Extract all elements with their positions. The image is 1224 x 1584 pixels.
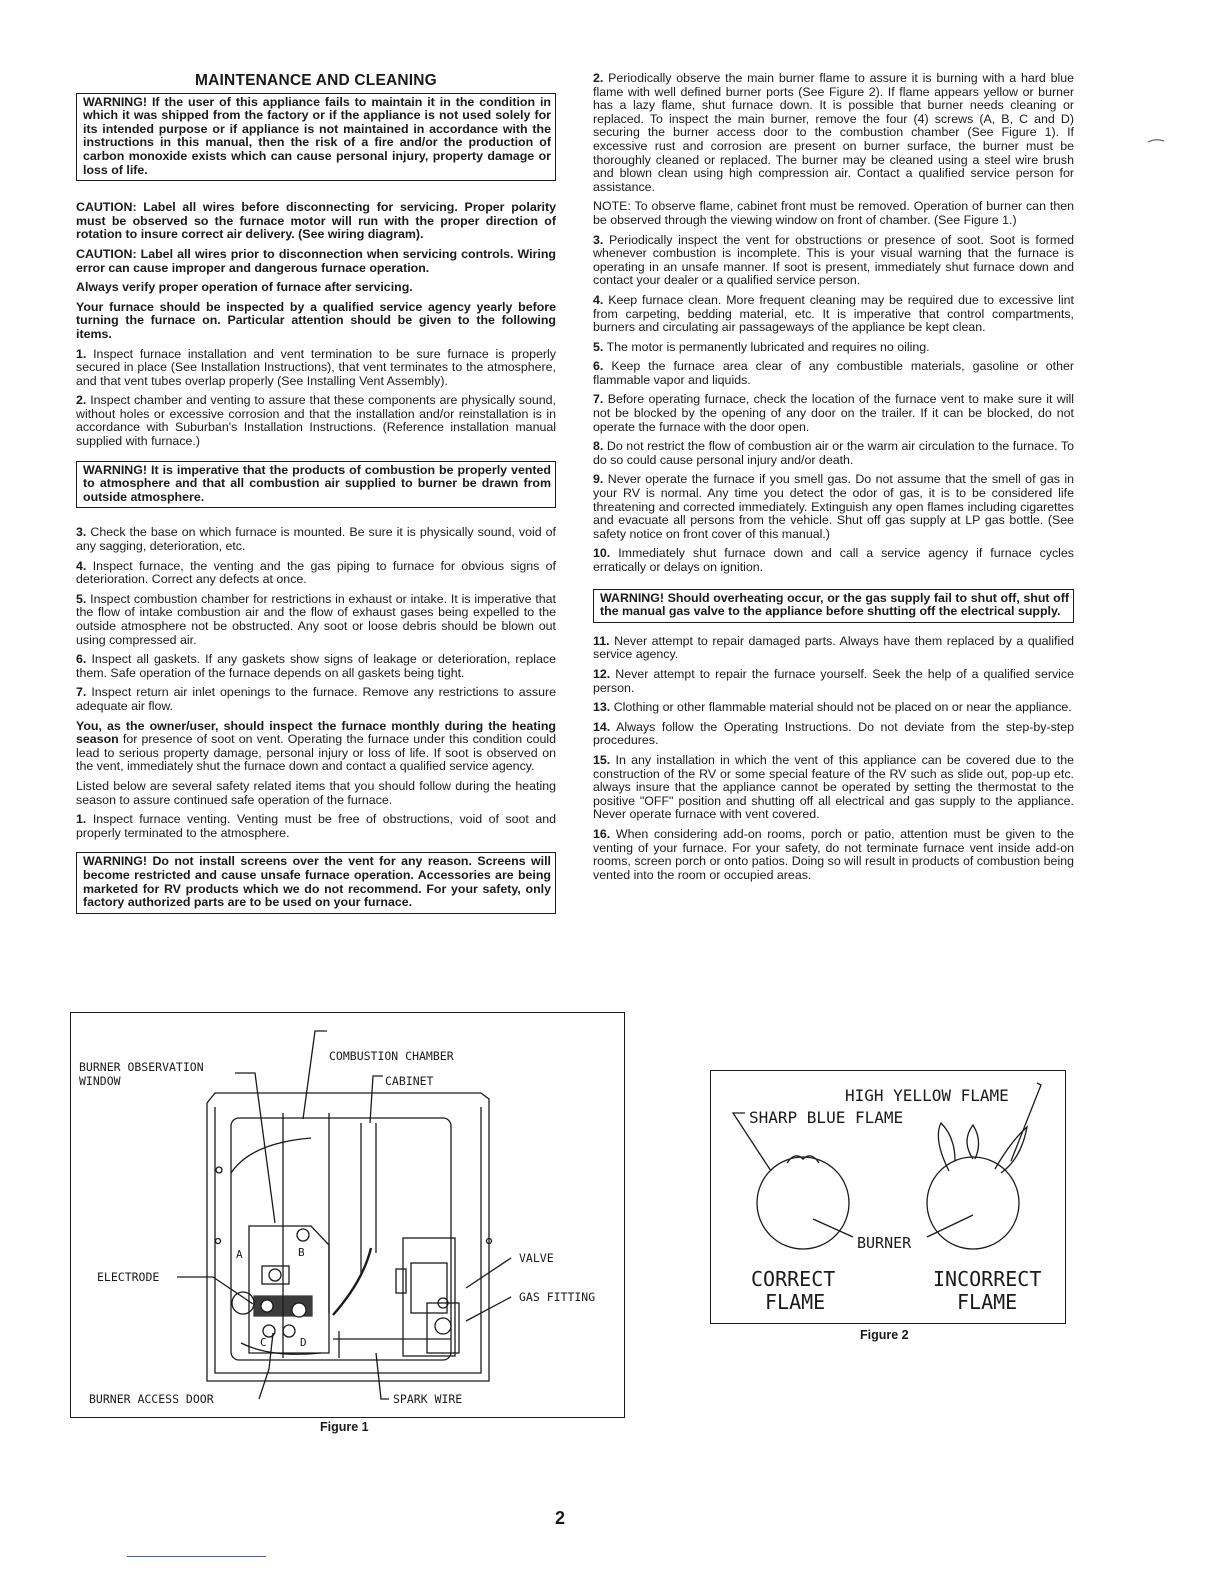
label-high-yellow-flame: HIGH YELLOW FLAME — [845, 1086, 1009, 1105]
list-item: 5. Inspect combustion chamber for restrictions in exhaust or intake. It is imperative that the flow of intake combustion air and the flow of exhaust gases being expelled to the outside atmosphere not be obstructed. Any soot or loose debris should be blown out using compressed air. — [76, 591, 556, 647]
list-item: 3. Check the base on which furnace is mounted. Be sure it is physically sound, void of any sagging, deterioration, etc. — [76, 525, 556, 554]
list-item: 8. Do not restrict the flow of combustion air or the warm air circulation to the furnace. To do so could cause personal injury and/or death. — [593, 439, 1074, 467]
list-item: 5. The motor is permanently lubricated and requires no oiling. — [593, 339, 930, 354]
label-burner: BURNER — [857, 1234, 912, 1252]
verify-operation: Always verify proper operation of furnace after servicing. — [76, 280, 413, 295]
footer-rule — [127, 1556, 266, 1557]
warning-venting: WARNING! It is imperative that the products of combustion be properly vented to atmosphere and that all combustion air supplied to burner be drawn from outside atmosphere. — [76, 461, 556, 509]
page-number: 2 — [555, 1508, 566, 1528]
scan-mark — [1148, 138, 1164, 143]
label-electrode: ELECTRODE — [97, 1270, 160, 1284]
screw-label-b: B — [298, 1246, 305, 1259]
label-spark-wire: SPARK WIRE — [393, 1392, 463, 1406]
list-item: 13. Clothing or other flammable material should not be placed on or near the appliance. — [593, 700, 1072, 715]
list-item: 12. Never attempt to repair the furnace yourself. Seek the help of a qualified service person. — [593, 666, 1074, 695]
label-incorrect: INCORRECT — [933, 1267, 1042, 1291]
screw-label-d: D — [300, 1336, 307, 1349]
list-item: 7. Inspect return air inlet openings to the furnace. Remove any restrictions to assure adequate air flow. — [76, 685, 556, 713]
list-item: 15. In any installation in which the vent of this appliance can be covered due to the construction of the RV or some special feature of the RV such as slide out, pop-up etc. always insure that the appliance cannot be operated by setting the thermostat to the positive "OFF" position and shutting off all electrical and gas supply to the appliance. Never operate furnace with vent covered. — [593, 752, 1074, 822]
note-observe-flame: NOTE: To observe flame, cabinet front must be removed. Operation of burner can then be observed through the viewing window on front of chamber. (See Figure 1.) — [593, 199, 1074, 227]
list-item: 9. Never operate the furnace if you smell gas. Do not assume that the smell of gas in your RV is normal. Any time you detect the odor of gas, it is to be considered life threatening and corrected immediately. Extinguish any open flames including cigarettes and evacuate all persons from the vehicle. Shut off gas supply at LP gas bottle. (See safety notice on front cover of this manual.) — [593, 472, 1074, 541]
figure-2-flame-diagram — [710, 1070, 1066, 1324]
label-burner-observation: BURNER OBSERVATION — [79, 1060, 204, 1074]
label-incorrect-flame: FLAME — [957, 1290, 1018, 1314]
label-gas-fitting: GAS FITTING — [519, 1290, 596, 1304]
owner-monthly-inspection: You, as the owner/user, should inspect the furnace monthly during the heating season for presence of soot on vent. Operating the furnace under this condition could lead to serious property damage, personal injury or loss of life. If soot is observed on the vent, immediately shut the furnace down and contact a qualified service agency. — [76, 718, 556, 774]
left-column — [76, 72, 556, 927]
furnace-diagram-drawing — [71, 1013, 624, 1417]
list-item: 4. Keep furnace clean. More frequent cleaning may be required due to excessive lint from carpeting, bedding material, etc. It is imperative that control compartments, burners and circulating air passageways of the appliance be kept clean. — [593, 292, 1074, 335]
list-item: 11. Never attempt to repair damaged parts. Always have them replaced by a qualified service agency. — [593, 633, 1074, 662]
label-sharp-blue-flame: SHARP BLUE FLAME — [749, 1108, 904, 1127]
screw-label-a: A — [236, 1248, 243, 1261]
list-item: 6. Keep the furnace area clear of any combustible materials, gasoline or other flammable vapor and liquids. — [593, 359, 1074, 387]
list-item: 3. Periodically inspect the vent for obstructions or presence of soot. Soot is formed whenever combustion is incomplete. This is your visual warning that the furnace is operating in an unsafe manner. If soot is present, immediately shut furnace down and contact your dealer or a qualified service person. — [593, 232, 1074, 288]
list-item: 1. Inspect furnace venting. Venting must be free of obstructions, void of soot and properly terminated to the atmosphere. — [76, 812, 556, 840]
page-title: MAINTENANCE AND CLEANING — [195, 72, 437, 89]
safety-items-intro: Listed below are several safety related items that you should follow during the heating season to assure continued safe operation of the furnace. — [76, 778, 556, 807]
label-correct: CORRECT — [751, 1267, 836, 1291]
list-item: 14. Always follow the Operating Instructions. Do not deviate from the step-by-step procedures. — [593, 719, 1074, 748]
caution-label-controls: CAUTION: Label all wires prior to disconnection when servicing controls. Wiring error can cause improper and dangerous furnace operation. — [76, 246, 556, 275]
list-item: 16. When considering add-on rooms, porch or patio, attention must be given to the venting of your furnace. For your safety, do not terminate furnace vent inside add-on rooms, screen porch or onto patios. Doing so will result in products of combustion being vented into the room or occupied areas. — [593, 826, 1074, 882]
label-window: WINDOW — [79, 1074, 121, 1088]
label-correct-flame: FLAME — [765, 1290, 826, 1314]
list-item: 4. Inspect furnace, the venting and the gas piping to furnace for obvious signs of deterioration. Correct any defects at once. — [76, 558, 556, 587]
inspection-intro: Your furnace should be inspected by a qualified service agency yearly before turning the furnace on. Particular attention should be given to the following items. — [76, 299, 556, 341]
figure-1-furnace-diagram — [70, 1012, 625, 1418]
caution-label-wires: CAUTION: Label all wires before disconnecting for servicing. Proper polarity must be observed so the furnace motor will run with the proper direction of rotation to insure correct air delivery. (See wiring diagram). — [76, 200, 556, 242]
warning-fire-co: WARNING! If the user of this appliance fails to maintain it in the condition in which it was shipped from the factory or if the appliance is not used solely for its intended purpose or if appliance is not maintained in accordance with the instructions in this manual, then the risk of a fire and/or the production of carbon monoxide exists which can cause personal injury, property damage or loss of life. — [76, 93, 556, 182]
list-item: 7. Before operating furnace, check the location of the furnace vent to make sure it will not be blocked by the opening of any door on the trailer. If it can be blocked, do not operate the furnace with the door open. — [593, 392, 1074, 434]
screw-label-c: C — [260, 1336, 267, 1349]
label-cabinet: CABINET — [385, 1074, 434, 1088]
flame-diagram-drawing — [711, 1071, 1065, 1323]
list-item: 2. Inspect chamber and venting to assure that these components are physically sound, without holes or excessive corrosion and that the installation and/or reinstallation is in accordance with Suburban's Installation Instructions. (Reference installation manual supplied with furnace.) — [76, 393, 556, 449]
warning-screens: WARNING! Do not install screens over the vent for any reason. Screens will become restricted and cause unsafe furnace operation. Accessories are being marketed for RV products which we do not recommend. For your safety, only factory authorized parts are to be used on your furnace. — [76, 852, 556, 913]
list-item: 10. Immediately shut furnace down and call a service agency if furnace cycles erratically or delays on ignition. — [593, 546, 1074, 574]
figure-1-caption: Figure 1 — [320, 1420, 369, 1434]
list-item: 2. Periodically observe the main burner flame to assure it is burning with a hard blue flame with well defined burner ports (See Figure 2). If flame appears yellow or burner has a lazy flame, shut furnace down. It is possible that burner needs cleaning or replaced. To inspect the main burner, remove the four (4) screws (A, B, C and D) securing the burner access door to the combustion chamber (See Figure 1). If excessive rust and corrosion are present on burner surface, the burner must be thoroughly cleaned or replaced. The burner may be cleaned using a steel wire brush and blown clean using high compression air. Contact a qualified service person for assistance. — [593, 71, 1074, 194]
figure-2-caption: Figure 2 — [860, 1328, 909, 1342]
label-burner-access-door: BURNER ACCESS DOOR — [89, 1392, 214, 1406]
right-column — [593, 72, 1074, 888]
warning-overheating: WARNING! Should overheating occur, or the gas supply fail to shut off, shut off the manual gas valve to the appliance before shutting off the electrical supply. — [593, 589, 1074, 623]
label-valve: VALVE — [519, 1251, 554, 1265]
label-combustion-chamber: COMBUSTION CHAMBER — [329, 1049, 454, 1063]
list-item: 6. Inspect all gaskets. If any gaskets show signs of leakage or deterioration, replace them. Safe operation of the furnace depends on all gaskets being tight. — [76, 652, 556, 680]
list-item: 1. Inspect furnace installation and vent termination to be sure furnace is properly secured in place (See Installation Instructions), that vent terminates to the atmosphere, and that vent tubes overlap properly (See Installing Vent Assembly). — [76, 346, 556, 388]
